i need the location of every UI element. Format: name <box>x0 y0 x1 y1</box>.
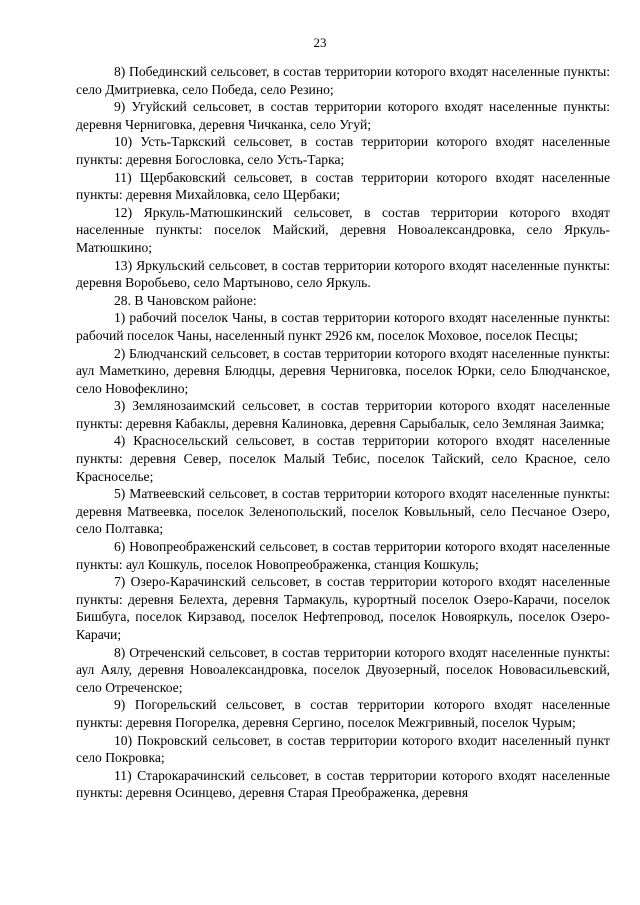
paragraph-yarkul-matyushkinsky-selsovet: 12) Яркуль-Матюшкинский сельсовет, в состав территории которого входят населенные пункты: поселок Майский, деревня Новоалександровка, село Яркуль-Матюшкино; <box>76 204 610 255</box>
paragraph-chany-settlement: 1) рабочий поселок Чаны, в состав территории которого входят населенные пункты: рабочий поселок Чаны, населенный пункт 2926 км, поселок Моховое, поселок Песцы; <box>76 310 610 343</box>
paragraph-otrechensky-selsovet: 8) Отреченский сельсовет, в состав территории которого входят населенные пункты: аул Аялу, деревня Новоалександровка, поселок Двуозерный, поселок Нововасильевский, село Отреченское; <box>76 644 610 695</box>
section-heading-chanovsky-district: 28. В Чановском районе: <box>114 292 257 308</box>
paragraph-zemlyanozaimsky-selsovet: 3) Землянозаимский сельсовет, в состав территории которого входят населенные пункты: деревня Кабаклы, деревня Калиновка, деревня Сарыбалык, село Земляная Заимка; <box>76 398 610 431</box>
document-body <box>76 63 610 802</box>
paragraph-pobedinsky-selsovet: 8) Побединский сельсовет, в состав территории которого входят населенные пункты: село Дмитриевка, село Победа, село Резино; <box>76 64 610 97</box>
paragraph-matveevsky-selsovet: 5) Матвеевский сельсовет, в состав территории которого входят населенные пункты: деревня Матвеевка, поселок Зеленопольский, поселок Ковыльный, село Песчаное Озеро, село Полтавка; <box>76 486 610 537</box>
paragraph-shcherbakovsky-selsovet: 11) Щербаковский сельсовет, в состав территории которого входят населенные пункты: деревня Михайловка, село Щербаки; <box>76 169 610 203</box>
paragraph-ozero-karachinsky-selsovet: 7) Озеро-Карачинский сельсовет, в состав территории которого входят населенные пункты: деревня Белехта, деревня Тармакуль, курортный поселок Озеро-Карачи, поселок Бишбуга, поселок Кирзавод, поселок Нефтепровод, поселок Новояркуль, поселок Озеро-Карачи; <box>76 574 610 642</box>
paragraph-uguysky-selsovet: 9) Угуйский сельсовет, в состав территории которого входят населенные пункты: деревня Черниговка, деревня Чичканка, село Угуй; <box>76 99 610 132</box>
paragraph-pokrovsky-selsovet: 10) Покровский сельсовет, в состав территории которого входит населенный пункт село Покровка; <box>76 732 610 766</box>
paragraph-ust-tarksky-selsovet: 10) Усть-Таркский сельсовет, в состав территории которого входят населенные пункты: деревня Богословка, село Усть-Тарка; <box>76 134 610 167</box>
page-number: 23 <box>313 35 327 50</box>
paragraph-yarkulsky-selsovet: 13) Яркульский сельсовет, в состав территории которого входят населенные пункты: деревня Воробьево, село Мартыново, село Яркуль. <box>76 257 610 291</box>
paragraph-krasnoselsky-selsovet: 4) Красносельский сельсовет, в состав территории которого входят населенные пункты: деревня Север, поселок Малый Тебис, поселок Тайский, село Красное, село Красноселье; <box>76 433 610 484</box>
paragraph-pogorelsky-selsovet: 9) Погорельский сельсовет, в состав территории которого входят населенные пункты: деревня Погорелка, деревня Сергино, поселок Межгривный, поселок Чурым; <box>76 697 610 730</box>
paragraph-novopreobrazhensky-selsovet: 6) Новопреображенский сельсовет, в состав территории которого входят населенные пункты: аул Кошкуль, поселок Новопреображенка, станция Кошкуль; <box>76 539 610 572</box>
paragraph-starokarachinsky-selsovet: 11) Старокарачинский сельсовет, в состав территории которого входят населенные пункты: деревня Осинцево, деревня Старая Преображенка, деревня <box>76 767 610 801</box>
paragraph-blyudchansky-selsovet: 2) Блюдчанский сельсовет, в состав территории которого входят населенные пункты: аул Маметкино, деревня Блюдцы, деревня Черниговка, поселок Юрки, село Блюдчанское, село Новофеклино; <box>76 345 610 396</box>
